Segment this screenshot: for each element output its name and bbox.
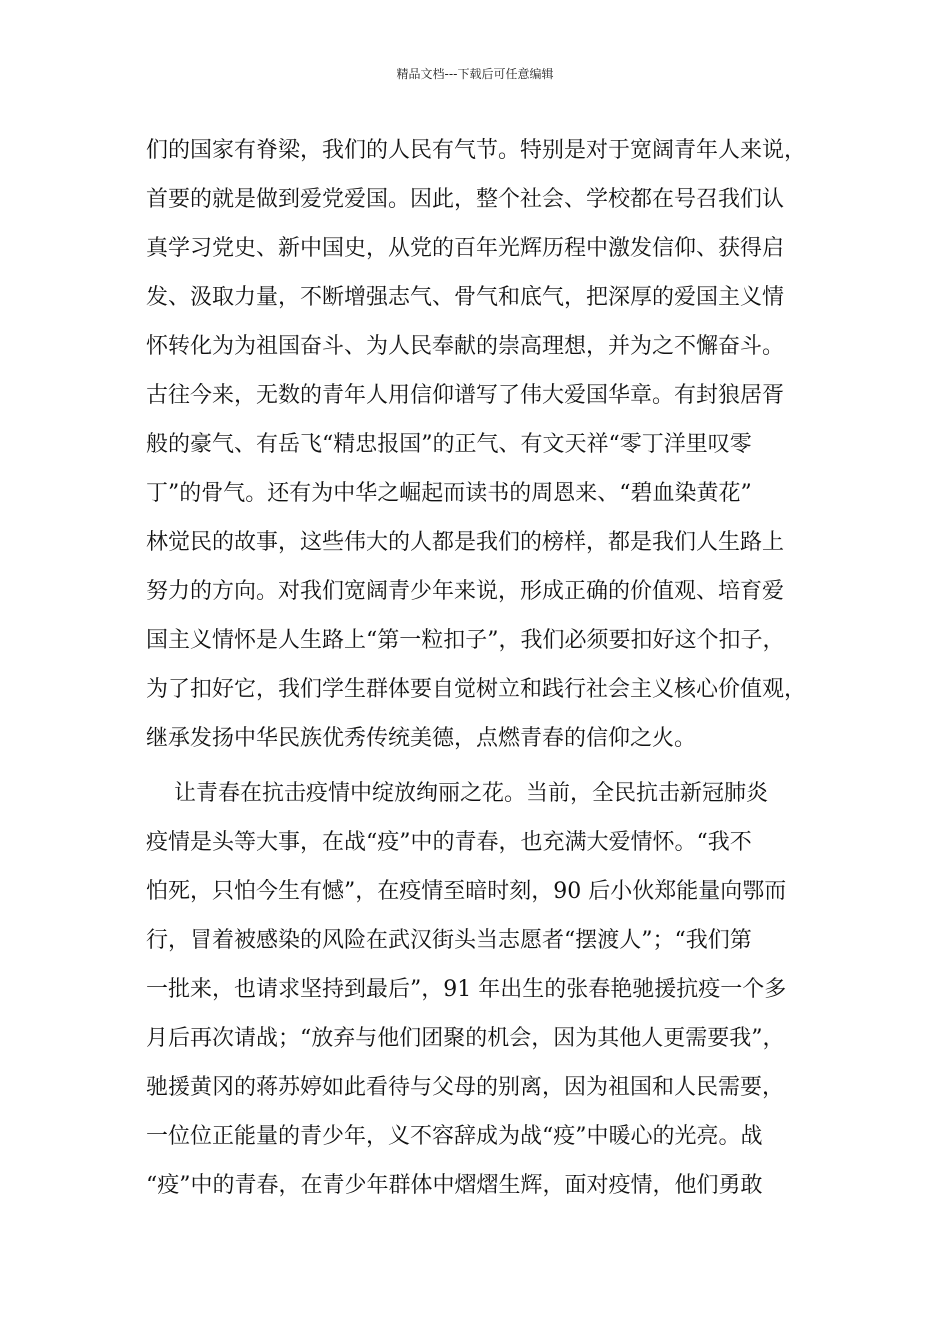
text-line: 驰援黄冈的蒋苏婷如此看待与父母的别离，因为祖国和人民需要， bbox=[146, 1075, 785, 1100]
text-line: 们的国家有脊梁，我们的人民有气节。特别是对于宽阔青年人来说， bbox=[146, 138, 807, 163]
text-line: 努力的方向。对我们宽阔青少年来说，形成正确的价值观、培育爱 bbox=[146, 579, 785, 604]
text-line: 般的豪气、有岳飞“精忠报国”的正气、有文天祥“零丁洋里叹零 bbox=[146, 432, 752, 457]
text-line: 行，冒着被感染的风险在武汉街头当志愿者“摆渡人”；“我们第 bbox=[146, 928, 752, 953]
text-line: 国主义情怀是人生路上“第一粒扣子”，我们必须要扣好这个扣子， bbox=[146, 628, 785, 653]
text-line: 继承发扬中华民族优秀传统美德，点燃青春的信仰之火。 bbox=[146, 726, 697, 751]
text-line: 一批来，也请求坚持到最后”，91 年出生的张春艳驰援抗疫一个多 bbox=[146, 977, 787, 1002]
text-line: 怕死，只怕今生有憾”，在疫情至暗时刻，90 后小伙郑能量向鄂而 bbox=[146, 879, 787, 904]
text-line: “疫”中的青春，在青少年群体中熠熠生辉，面对疫情，他们勇敢 bbox=[146, 1173, 763, 1198]
page-header: 精品文档---下载后可任意编辑 bbox=[396, 67, 554, 81]
text-line: 月后再次请战；“放弃与他们团聚的机会，因为其他人更需要我”， bbox=[146, 1026, 785, 1051]
text-line: 古往今来，无数的青年人用信仰谱写了伟大爱国华章。有封狼居胥 bbox=[146, 383, 785, 408]
text-line: 怀转化为为祖国奋斗、为人民奉献的崇高理想，并为之不懈奋斗。 bbox=[146, 334, 785, 359]
text-line: 林觉民的故事，这些伟大的人都是我们的榜样，都是我们人生路上 bbox=[146, 530, 785, 555]
text-line: 丁”的骨气。还有为中华之崛起而读书的周恩来、“碧血染黄花” bbox=[146, 481, 752, 506]
document-body bbox=[146, 126, 836, 1210]
text-line: 首要的就是做到爱党爱国。因此，整个社会、学校都在号召我们认 bbox=[146, 187, 785, 212]
text-line: 为了扣好它，我们学生群体要自觉树立和践行社会主义核心价值观， bbox=[146, 677, 807, 702]
paragraph-start-line: 让青春在抗击疫情中绽放绚丽之花。当前，全民抗击新冠肺炎 bbox=[146, 781, 768, 806]
text-line: 疫情是头等大事，在战“疫”中的青春，也充满大爱情怀。“我不 bbox=[146, 830, 752, 855]
text-line: 发、汲取力量，不断增强志气、骨气和底气，把深厚的爱国主义情 bbox=[146, 285, 785, 310]
text-line: 一位位正能量的青少年，义不容辞成为战“疫”中暖心的光亮。战 bbox=[146, 1124, 763, 1149]
text-line: 真学习党史、新中国史，从党的百年光辉历程中激发信仰、获得启 bbox=[146, 236, 785, 261]
